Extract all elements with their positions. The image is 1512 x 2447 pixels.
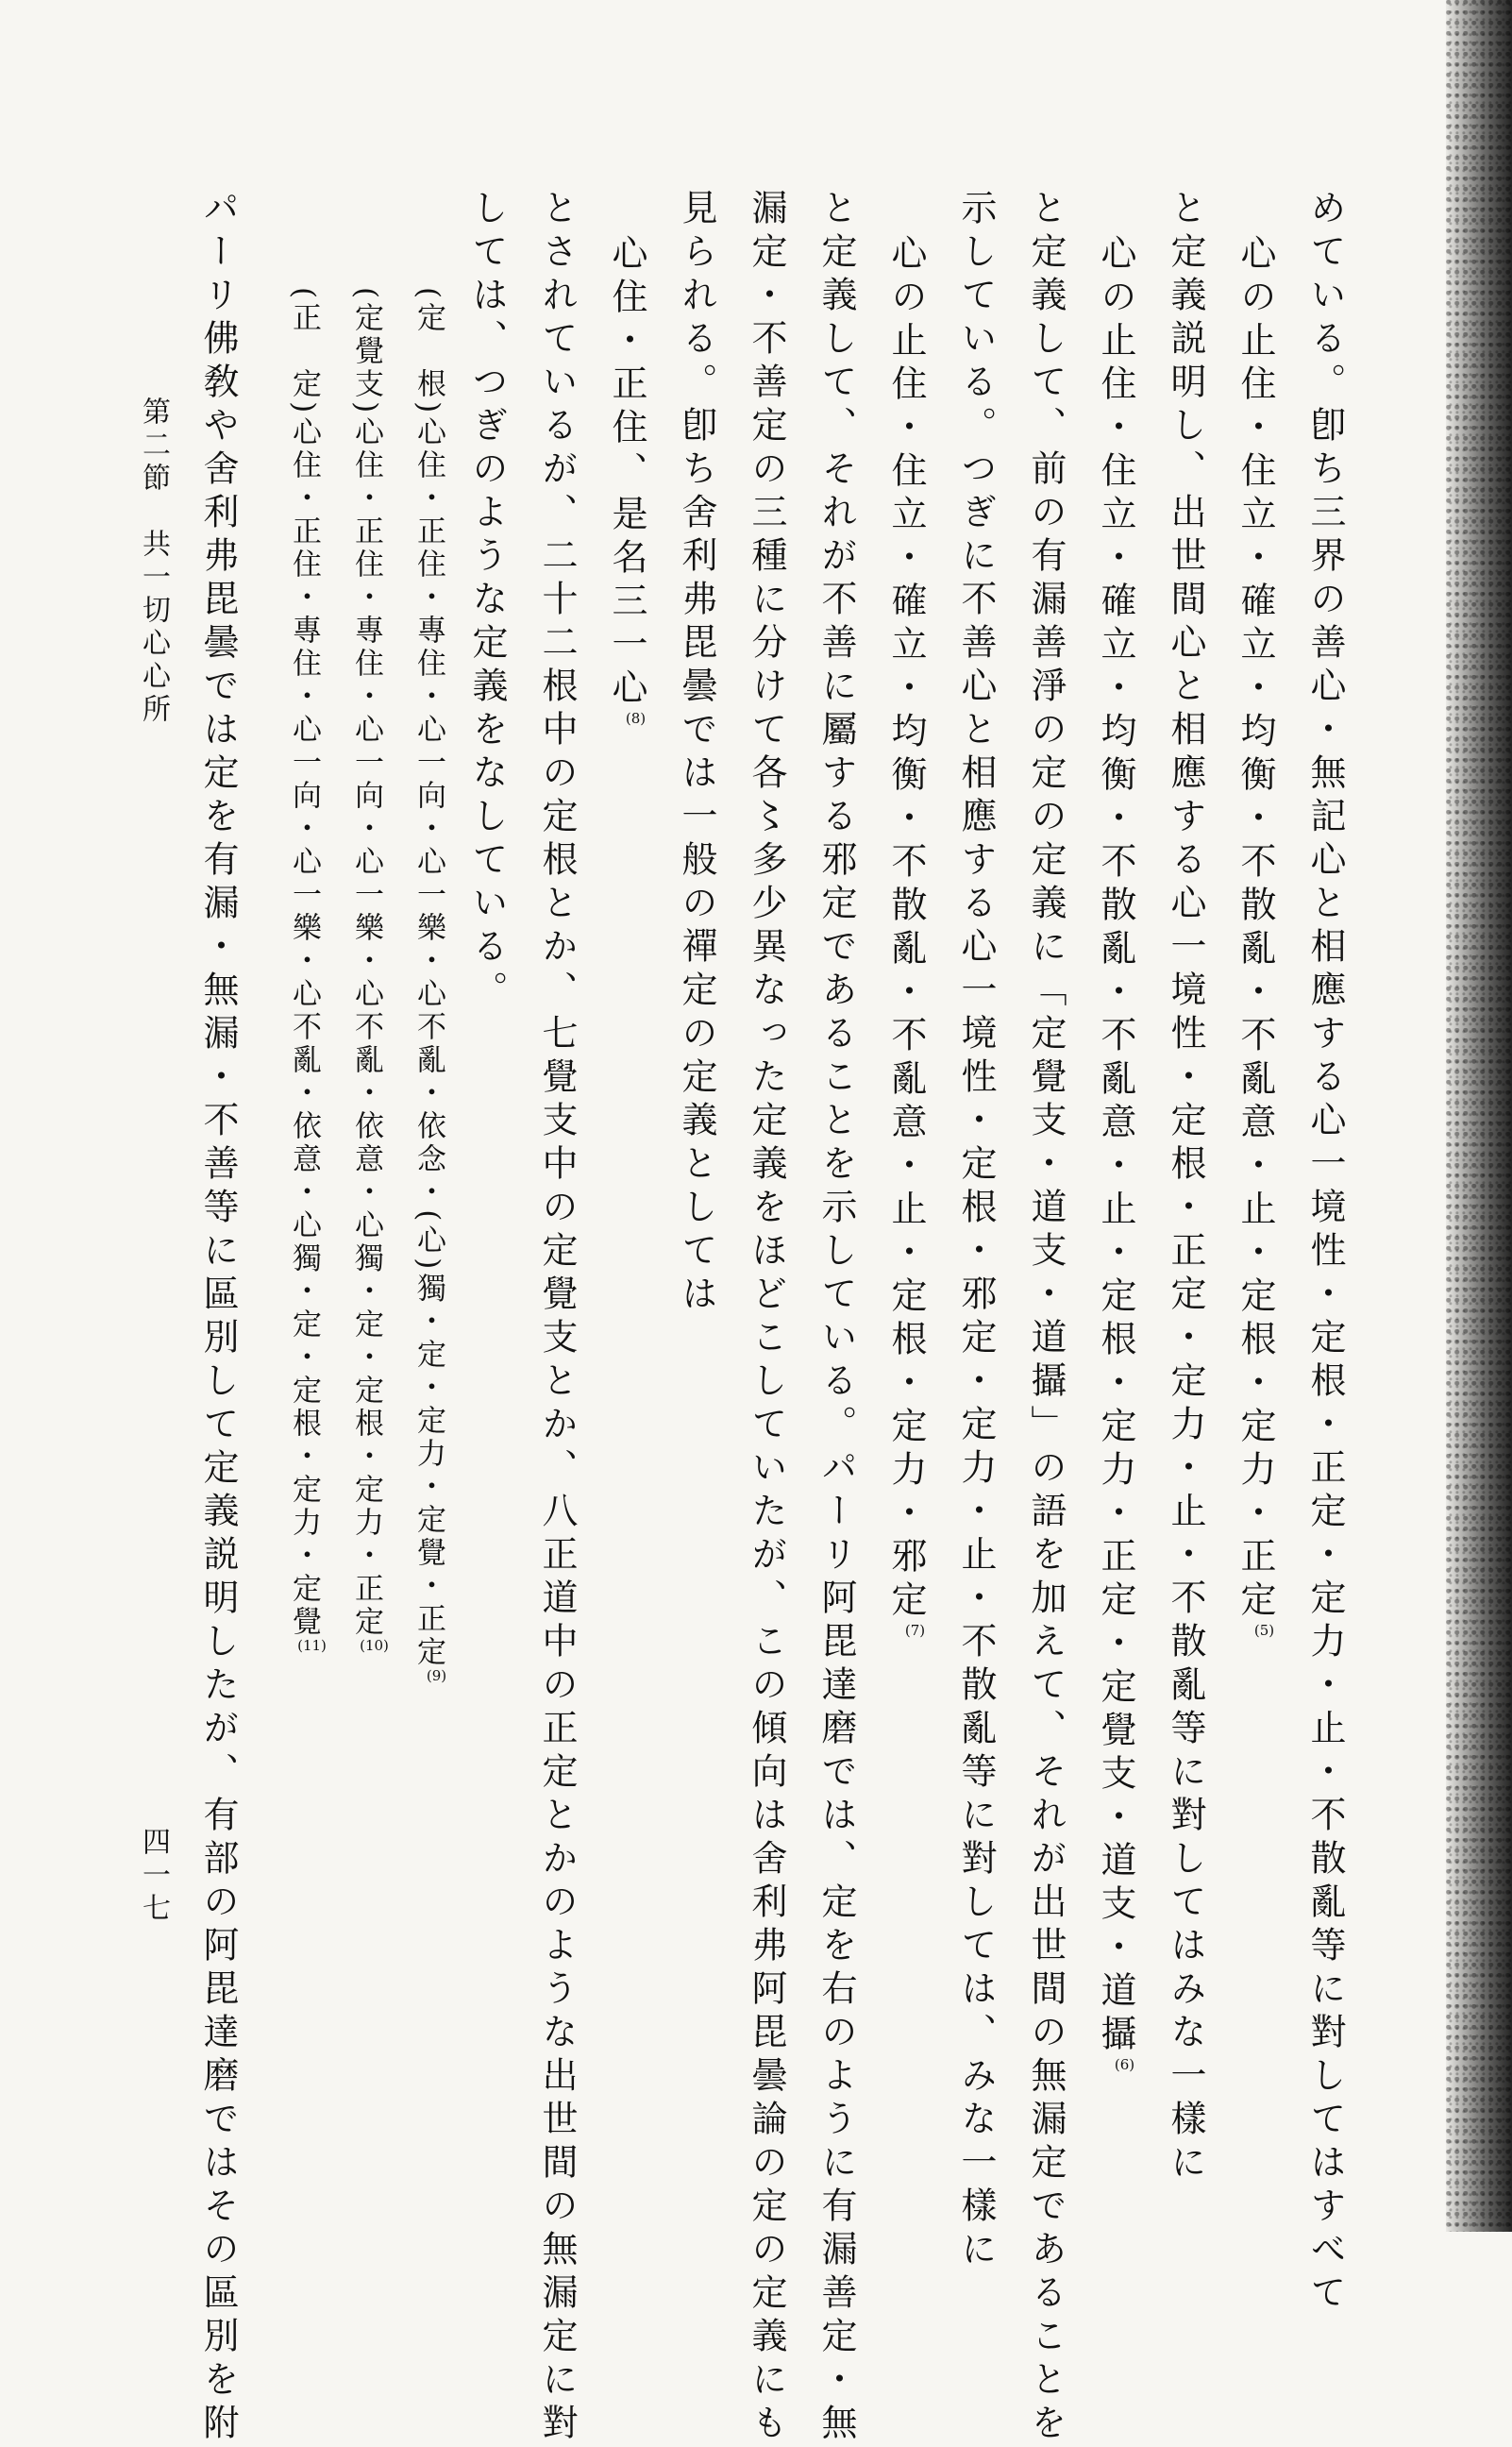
text-column: 見られる。卽ち舍利弗毘曇では一般の禪定の定義としては [676,189,717,1318]
footnote-ref: (9) [426,1667,447,1685]
section-header: 第二節 共一切心心所 [137,397,170,727]
text-column: とされているが、二十二根中の定根とか、七覺支中の定覺支とか、八正道中の正定とかのような出世間の無漏定に對 [536,189,578,2447]
text-column: 示している。つぎに不善心と相應する心一境性・定根・邪定・定力・止・不散亂等に對しては、みな一樣に [955,189,997,2273]
text-column: 心の止住・住立・確立・均衡・不散亂・不亂意・止・定根・定力・正定・定覺支・道支・道攝(6) [1095,234,1136,2073]
definition-line: (定 根)心住・正住・專住・心一向・心一樂・心不亂・依念・(心)獨・定・定力・定覺・正定(9) [412,287,447,1685]
footnote-ref: (8) [625,710,647,727]
text-column: 漏定・不善定の三種に分けて各〻多少異なった定義をほどこしていたが、この傾向は舍利弗阿毘曇論の定の定義にも [746,189,787,2447]
text-column: 心の止住・住立・確立・均衡・不散亂・不亂意・止・定根・定力・正定(5) [1235,234,1276,1639]
page-number: 四一七 [137,1827,170,1926]
text-column: と定義して、前の有漏善淨の定の定義に「定覺支・道支・道攝」の語を加えて、それが出世間の無漏定であることを [1025,189,1067,2447]
text-column: 心の止住・住立・確立・均衡・不散亂・不亂意・止・定根・定力・邪定(7) [885,234,927,1639]
text-column: と定義して、それが不善に屬する邪定であることを示している。パーリ阿毘達磨では、定を右のように有漏善定・無 [815,189,857,2447]
definition-line: (正 定)心住・正住・專住・心一向・心一樂・心不亂・依意・心獨・定・定根・定力・定覺(11) [287,287,327,1655]
scan-edge-shadow [1446,0,1512,2232]
footnote-ref: (10) [360,1637,389,1655]
footnote-ref: (5) [1253,1622,1275,1639]
text-column: しては、つぎのような定義をなしている。 [466,189,508,1014]
text-column: 心住・正住、是名三一心(8) [606,234,647,727]
text-column: と定義説明し、出世間心と相應する心一境性・定根・正定・定力・止・不散亂等に對してはみな一樣に [1165,189,1206,2186]
footnote-ref: (11) [297,1637,327,1655]
definition-line: (定覺支)心住・正住・專住・心一向・心一樂・心不亂・依意・心獨・定・定根・定力・正定(10) [349,287,389,1655]
footnote-ref: (7) [904,1622,926,1639]
text-column: パーリ佛敎や舍利弗毘曇では定を有漏・無漏・不善等に區別して定義説明したが、有部の阿毘達磨ではその區別を附 [197,189,239,2447]
footnote-ref: (6) [1114,2056,1135,2073]
text-column: めている。卽ち三界の善心・無記心と相應する心一境性・定根・正定・定力・止・不散亂等に對してはすべて [1304,189,1346,2317]
